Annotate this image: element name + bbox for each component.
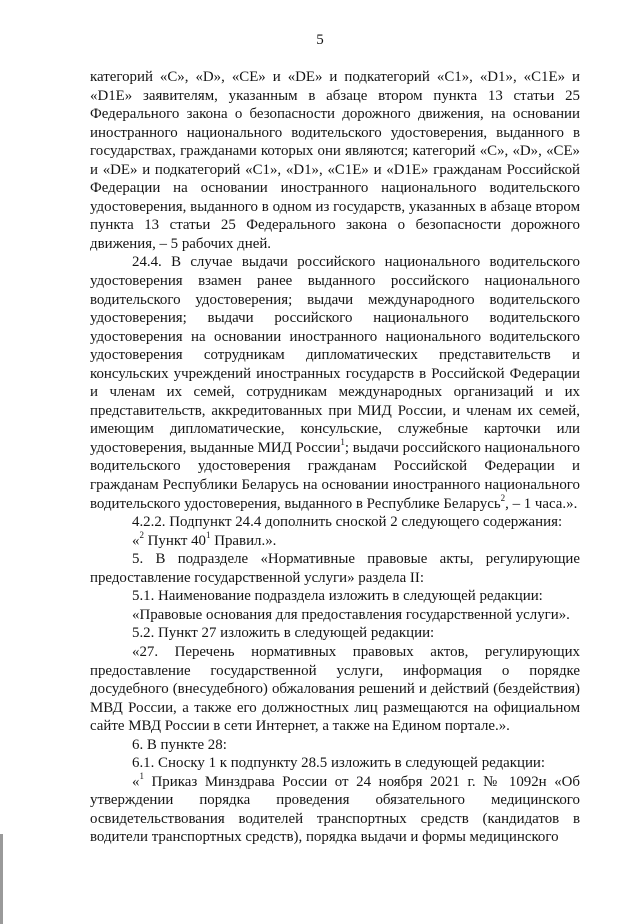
footnote-mark: 2 xyxy=(500,492,506,503)
paragraph-24-4 xyxy=(90,253,580,513)
paragraph-24-4-end: , – 1 часа.». xyxy=(505,495,578,512)
paragraph-new-title: «Правовые основания для предоставления государственной услуги». xyxy=(132,606,570,623)
footnote-mark: 1 xyxy=(139,770,144,781)
footnote-mark: 2 xyxy=(139,529,144,540)
footnote-mark: 1 xyxy=(206,529,211,540)
scan-edge-mark xyxy=(0,834,3,924)
page-number: 5 xyxy=(316,32,324,48)
paragraph-5-1: 5.1. Наименование подраздела изложить в следующей редакции: xyxy=(132,588,543,605)
paragraph-6-1: 6.1. Сноску 1 к подпункту 28.5 изложить в следующей редакции: xyxy=(132,755,546,772)
paragraph-6: 6. В пункте 28: xyxy=(132,736,227,753)
footnote-mark: 1 xyxy=(340,436,345,447)
paragraph-4-2-2: 4.2.2. Подпункт 24.4 дополнить сноской 2 следующего содержания: xyxy=(132,514,563,531)
footnote-1-text: «$^1$ Приказ Минздрава России от 24 ноября 2021 г. № 1092н «Об утверждении порядка проведения обязательного медицинского освидетельствования водителей транспортных средств (кандидатов в водители транспортных средств), порядка выдачи и формы медицинского xyxy=(90,770,580,846)
paragraph-5-2: 5.2. Пункт 27 изложить в следующей редакции: xyxy=(132,625,435,642)
paragraph-27: «27. Перечень нормативных правовых актов, регулирующих предоставление государственной услуги, информация о порядке досудебного (внесудебного) обжалования решений и действий (бездействия) МВД России, а также его должностных лиц размещаются на официальном сайте МВД России в сети Интернет, а также на Едином портале.». xyxy=(90,643,580,735)
paragraph-categories: категорий «C», «D», «CE» и «DE» и подкатегорий «C1», «D1», «C1E» и «D1E» заявителям, указанным в абзаце втором пункта 13 статьи 25 Федерального закона о безопасности дорожного движения, на основании иностранного национального водительского удостоверения, выданного в государствах, гражданами которых они являются; категорий «C», «D», «CE» и «DE» и подкатегорий «C1», «D1», «C1E» и «D1E» гражданам Российской Федерации на основании иностранного национального водительского удостоверения, выданного в одном из государств, указанных в абзаце втором пункта 13 статьи 25 Федерального закона о безопасности дорожного движения, – 5 рабочих дней. xyxy=(90,69,580,252)
document-body xyxy=(90,68,580,847)
footnote-2-text: «$^2$ Пункт $40^1$ Правил.». xyxy=(132,529,277,549)
paragraph-24-4-text-cont: ; выдачи российского национального водительского удостоверения гражданам Российской Федерации и гражданам Республики Беларусь на основании иностранного национального водительского удостоверения, выданного в Республике Беларусь xyxy=(90,439,580,512)
paragraph-5: 5. В подразделе «Нормативные правовые акты, регулирующие предоставление государственной услуги» раздела II: xyxy=(90,551,580,586)
paragraph-24-4-text: 24.4. В случае выдачи российского национального водительского удостоверения взамен ранее выданного российского национального водительского удостоверения; выдачи международного водительского удостоверения; выдачи российского национального водительского удостоверения на основании иностранного национального водительского удостоверения сотрудникам дипломатических представительств и консульских учреждений иностранных государств в Российской Федерации и членам их семей, сотрудникам международных организаций и их представительств, аккредитованных при МИД России, и членам их семей, имеющим дипломатические, консульские, служебные карточки или удостоверения, выданные МИД России xyxy=(90,254,580,456)
